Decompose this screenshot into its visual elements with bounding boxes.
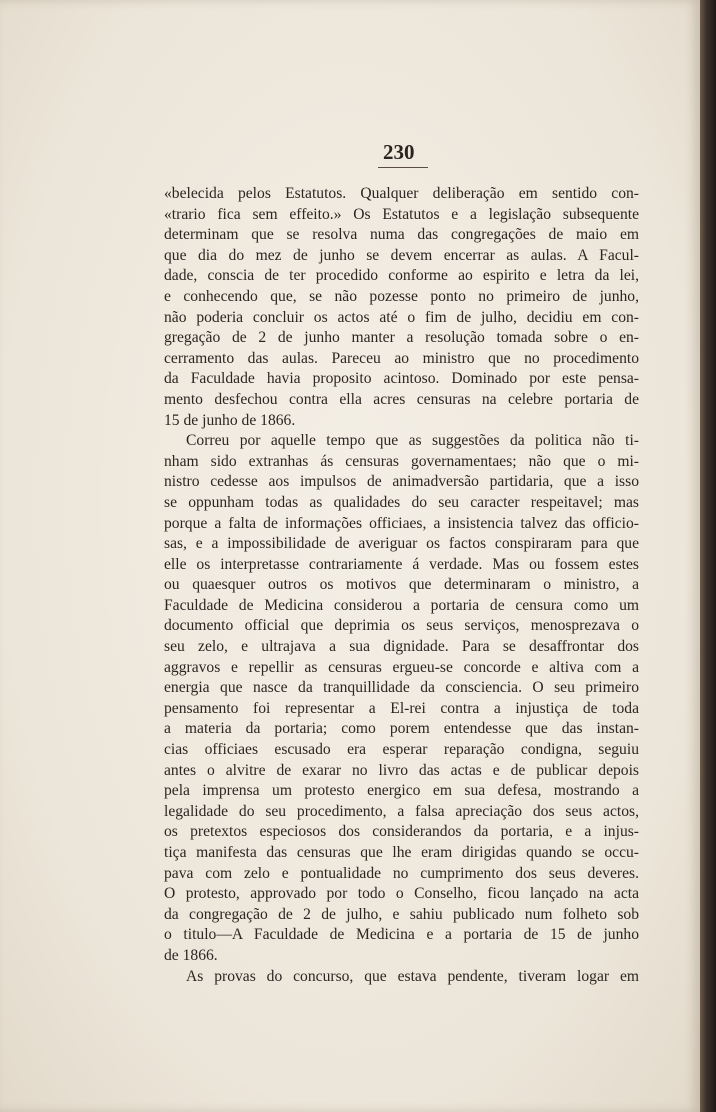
text-line: energia que nasce da tranquillidade da consciencia. O seu primeiro — [164, 679, 639, 697]
text-line: As provas do concurso, que estava pendente, tiveram logar em — [186, 967, 639, 985]
text-line: da Faculdade havia proposito acintoso. Dominado por este pensa- — [164, 370, 639, 388]
text-line: documento official que deprimia os seus serviços, menosprezava o — [164, 617, 639, 635]
text-line: determinam que se resolva numa das congregações de maio em — [164, 226, 639, 244]
text-line: os pretextos especiosos dos considerandos da portaria, e a injus- — [164, 823, 639, 841]
text-line: «belecida pelos Estatutos. Qualquer deliberação em sentido con- — [164, 185, 639, 202]
text-line: pela imprensa um protesto energico em sua defesa, mostrando a — [164, 782, 639, 800]
text-line: dade, conscia de ter procedido conforme ao espirito e letra da lei, — [164, 267, 639, 285]
text-line: que dia do mez de junho se devem encerrar as aulas. A Facul- — [164, 246, 639, 264]
text-line: da congregação de 2 de julho, e sahiu publicado num folheto sob — [164, 905, 639, 923]
text-line: Correu por aquelle tempo que as suggestões da politica não ti- — [186, 432, 639, 450]
text-line: antes o alvitre de exarar no livro das actas e de publicar depois — [164, 761, 639, 779]
text-line: O protesto, approvado por todo o Conselho, ficou lançado na acta — [164, 885, 639, 903]
page-number-text: 230 — [383, 140, 415, 164]
text-line: aggravos e repellir as censuras ergueu-se concorde e altiva com a — [164, 658, 639, 676]
text-line: ou quaesquer outros os motivos que determinaram o ministro, a — [164, 576, 639, 594]
page-number-rule — [378, 167, 428, 168]
text-line: cerramento das aulas. Pareceu ao ministro que no procedimento — [164, 349, 639, 367]
text-line: pava com zelo e pontualidade no cumprimento dos seus deveres. — [164, 864, 639, 882]
text-line: nham sido extranhas ás censuras governamentaes; não que o mi- — [164, 452, 639, 470]
text-line: porque a falta de informações officiaes, a insistencia talvez das officio- — [164, 514, 639, 532]
text-line: se oppunham todas as qualidades do seu caracter respeitavel; mas — [164, 493, 639, 511]
text-line: legalidade do seu procedimento, a falsa apreciação dos seus actos, — [164, 802, 639, 820]
text-line: pensamento foi representar a El-rei contra a injustiça de toda — [164, 699, 639, 717]
text-line: cias officiaes escusado era esperar reparação condigna, seguiu — [164, 741, 639, 759]
text-line: elle os interpretasse contrariamente á verdade. Mas ou fossem estes — [164, 555, 639, 573]
text-line: nistro cedesse aos impulsos de animadversão partidaria, que a isso — [164, 473, 639, 491]
page-number — [383, 140, 415, 165]
text-line: tiça manifesta das censuras que lhe eram dirigidas quando se occu- — [164, 844, 639, 861]
text-line: sas, e a impossibilidade de averiguar os factos conspiraram para que — [164, 535, 639, 553]
body-text — [164, 184, 639, 987]
text-line: o titulo—A Faculdade de Medicina e a portaria de 15 de junho — [164, 926, 639, 944]
book-spine-edge — [700, 0, 716, 1112]
text-line: «trario fica sem effeito.» Os Estatutos e a legislação subsequente — [164, 205, 639, 223]
text-line: 15 de junho de 1866. — [164, 411, 296, 429]
text-line: seu zelo, e ultrajava a sua dignidade. Para se desaffrontar dos — [164, 638, 639, 656]
text-line: a materia da portaria; como porem entendesse que das instan- — [164, 720, 639, 738]
text-line: Faculdade de Medicina considerou a portaria de censura como um — [164, 596, 639, 614]
text-line: de 1866. — [164, 946, 218, 964]
text-line: mento desfechou contra ella acres censuras na celebre portaria de — [164, 390, 639, 408]
text-line: gregação de 2 de junho manter a resolução tomada sobre o en- — [164, 329, 639, 347]
text-line: e conhecendo que, se não pozesse ponto no primeiro de junho, — [164, 287, 639, 305]
text-line: não poderia concluir os actos até o fim de julho, decidiu em con- — [164, 308, 639, 326]
